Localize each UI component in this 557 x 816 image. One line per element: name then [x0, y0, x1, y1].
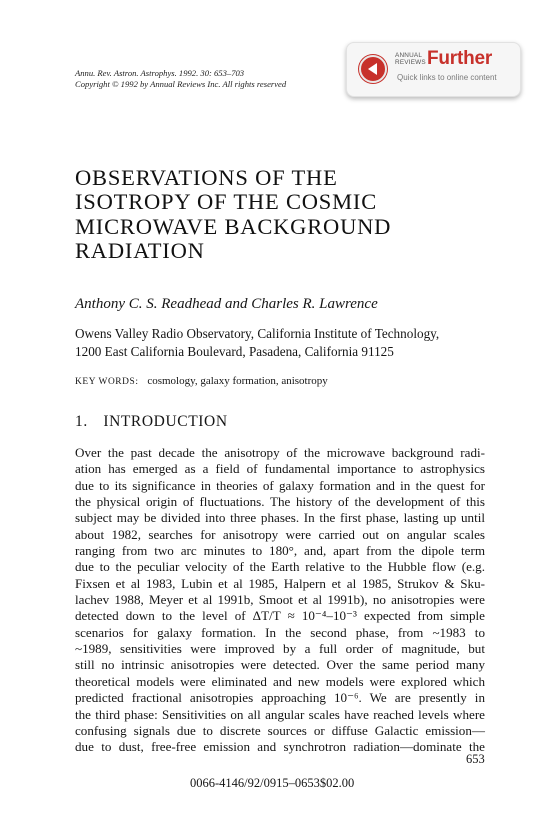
body-line: still no intrinsic anisotropies were detected. Over the same period many [75, 657, 485, 673]
body-line: theoretical models were eliminated and new models were explored which [75, 673, 485, 689]
body-line: detected down to the level of ΔT/T ≈ 10⁻⁴–10⁻³ expected from simple [75, 608, 485, 624]
body-line: ranging from two arc minutes to 180°, and, apart from the dipole term [75, 543, 485, 559]
body-line: the physical origin of fluctuations. The history of the development of this [75, 494, 485, 510]
body-line: ~1989, sensitivities were improved by a full order of magnitude, but [75, 641, 485, 657]
section-title: INTRODUCTION [103, 413, 228, 430]
body-line: ation has emerged as a field of fundamental importance to astrophysics [75, 461, 485, 477]
back-arrow-icon [359, 55, 387, 83]
section-number: 1. [75, 413, 88, 430]
body-text [75, 445, 485, 756]
title-line: OBSERVATIONS OF THE [75, 165, 338, 190]
journal-line: Annu. Rev. Astron. Astrophys. 1992. 30: 653–703 [75, 68, 245, 78]
keywords-value: cosmology, galaxy formation, anisotropy [147, 375, 328, 387]
article-title [75, 166, 475, 263]
body-line: confusing signals due to discrete sources or diffuse Galactic emission— [75, 722, 485, 738]
title-line: MICROWAVE BACKGROUND [75, 213, 392, 239]
affiliation [75, 325, 439, 361]
body-line: due to dust, free-free emission and synchrotron radiation—dominate the [75, 739, 485, 755]
body-line: subject may be divided into three phases. In the first phase, lasting up until [75, 510, 485, 526]
title-line: ISOTROPY OF THE COSMIC [75, 189, 378, 215]
section-heading [75, 413, 228, 431]
body-line: due to its significance in theories of galaxy formation and in the quest for [75, 477, 485, 493]
body-line: Fixsen et al 1983, Lubin et al 1985, Halpern et al 1985, Strukov & Sku- [75, 575, 485, 591]
badge-subtitle: Quick links to online content [397, 73, 497, 82]
further-badge[interactable] [346, 42, 521, 97]
body-line: about 1982, searches for anisotropy were carried out on angular scales [75, 526, 485, 542]
affiliation-line: Owens Valley Radio Observatory, California Institute of Technology, [75, 326, 440, 341]
page-number: 653 [466, 752, 485, 766]
copyright-line: Copyright © 1992 by Annual Reviews Inc. All rights reserved [75, 79, 287, 89]
body-line: due to the peculiar velocity of the Earth relative to the Hubble flow (e.g. [75, 559, 485, 575]
article-code: 0066-4146/92/0915–0653$02.00 [190, 776, 355, 790]
badge-title: Further [427, 48, 493, 69]
affiliation-line: 1200 East California Boulevard, Pasadena, California 91125 [75, 344, 394, 359]
keywords-label: KEY WORDS: [75, 377, 139, 387]
body-line: Over the past decade the anisotropy of the microwave background radi- [75, 445, 485, 460]
body-line: the third phase: Sensitivities on all angular scales have reached levels where [75, 706, 485, 722]
authors: Anthony C. S. Readhead and Charles R. Lawrence [75, 296, 378, 312]
keywords [75, 375, 328, 387]
badge-brand: ANNUAL REVIEWS [395, 52, 426, 66]
body-line: lachev 1988, Meyer et al 1991b, Smoot et al 1991b), no anisotropies were [75, 592, 485, 608]
journal-citation [75, 68, 355, 90]
body-line: scenarios for galaxy formation. In the second phase, from ~1983 to [75, 624, 485, 640]
title-line: RADIATION [75, 237, 205, 263]
body-line: predicted fractional anisotropies approaching 10⁻⁶. We are presently in [75, 690, 485, 706]
